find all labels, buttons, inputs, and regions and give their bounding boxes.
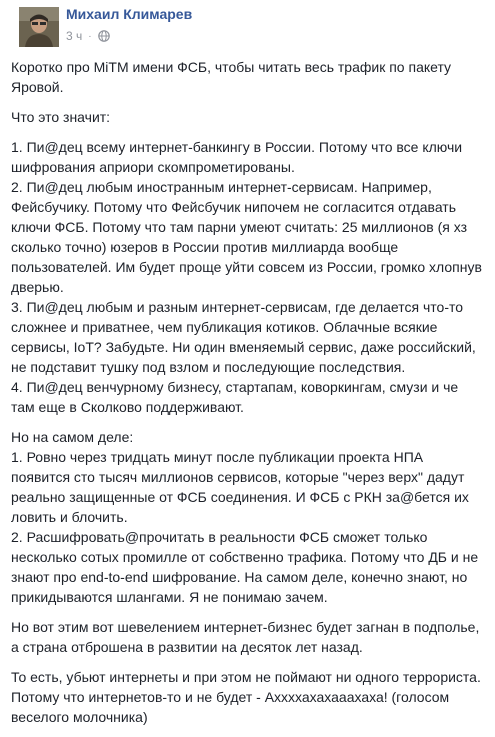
post-paragraph: Коротко про MiTM имени ФСБ, чтобы читать весь трафик по пакету Яровой.	[11, 59, 452, 95]
post-paragraph: Что это значит:	[11, 109, 111, 125]
post-paragraph: Но вот этим вот шевелением интернет-бизнес будет загнан в подполье, а страна отброшена в развитии на десяток лет назад.	[11, 619, 480, 655]
post-paragraph: То есть, убьют интернеты и при этом не поймают ни одного террориста. Потому что интернетов-то и не будет - Аххххахахааахаха! (голосом веселого молочника)	[11, 669, 481, 725]
author-name[interactable]: Михаил Климарев	[66, 6, 193, 22]
avatar-photo	[19, 7, 59, 47]
meta-separator: ·	[88, 30, 92, 42]
author-avatar[interactable]	[19, 7, 59, 47]
post-meta	[66, 29, 110, 43]
post-paragraph: Но на самом деле: 1. Ровно через тридцать минут после публикации проекта НПА появится сто тысяч миллионов сервисов, которые "через верх" дадут реально защищенные от ФСБ соединения. И ФСБ с РКН за@бется их ловить и блочить. 2. Расшифровать@прочитать в реальности ФСБ сможет только несколько сотых промилле от собственно трафика. Потому что ДБ и не знают про end-to-end шифрование. На самом деле, конечно знают, но прикидываются шлангами. Я не понимаю зачем.	[11, 429, 479, 605]
post-timestamp[interactable]: 3 ч	[66, 29, 83, 43]
post-paragraph: 1. Пи@дец всему интернет-банкингу в России. Потому что все ключи шифрования априори скомпрометированы. 2. Пи@дец любым иностранным интернет-сервисам. Например, Фейсбучику. Потому что Фейсбучик нипочем не согласится отдавать ключи ФСБ. Потому что там парни умеют считать: 25 миллионов (я хз сколько точно) юзеров в России против миллиарда вообще пользователей. Им будет проще уйти совсем из России, громко хлопнув дверью. 3. Пи@дец любым и разным интернет-сервисам, где делается что-то сложнее и приватнее, чем публикация котиков. Облачные всякие сервисы, IoT? Забудьте. Ни один вменяемый сервис, даже российский, не подставит тушку под взлом и последующие последствия. 4. Пи@дец венчурному бизнесу, стартапам, коворкингам, смузи и че там еще в Сколково поддерживают.	[11, 139, 482, 415]
post-header	[10, 0, 485, 52]
post-body	[11, 57, 485, 737]
globe-icon[interactable]	[98, 30, 110, 42]
